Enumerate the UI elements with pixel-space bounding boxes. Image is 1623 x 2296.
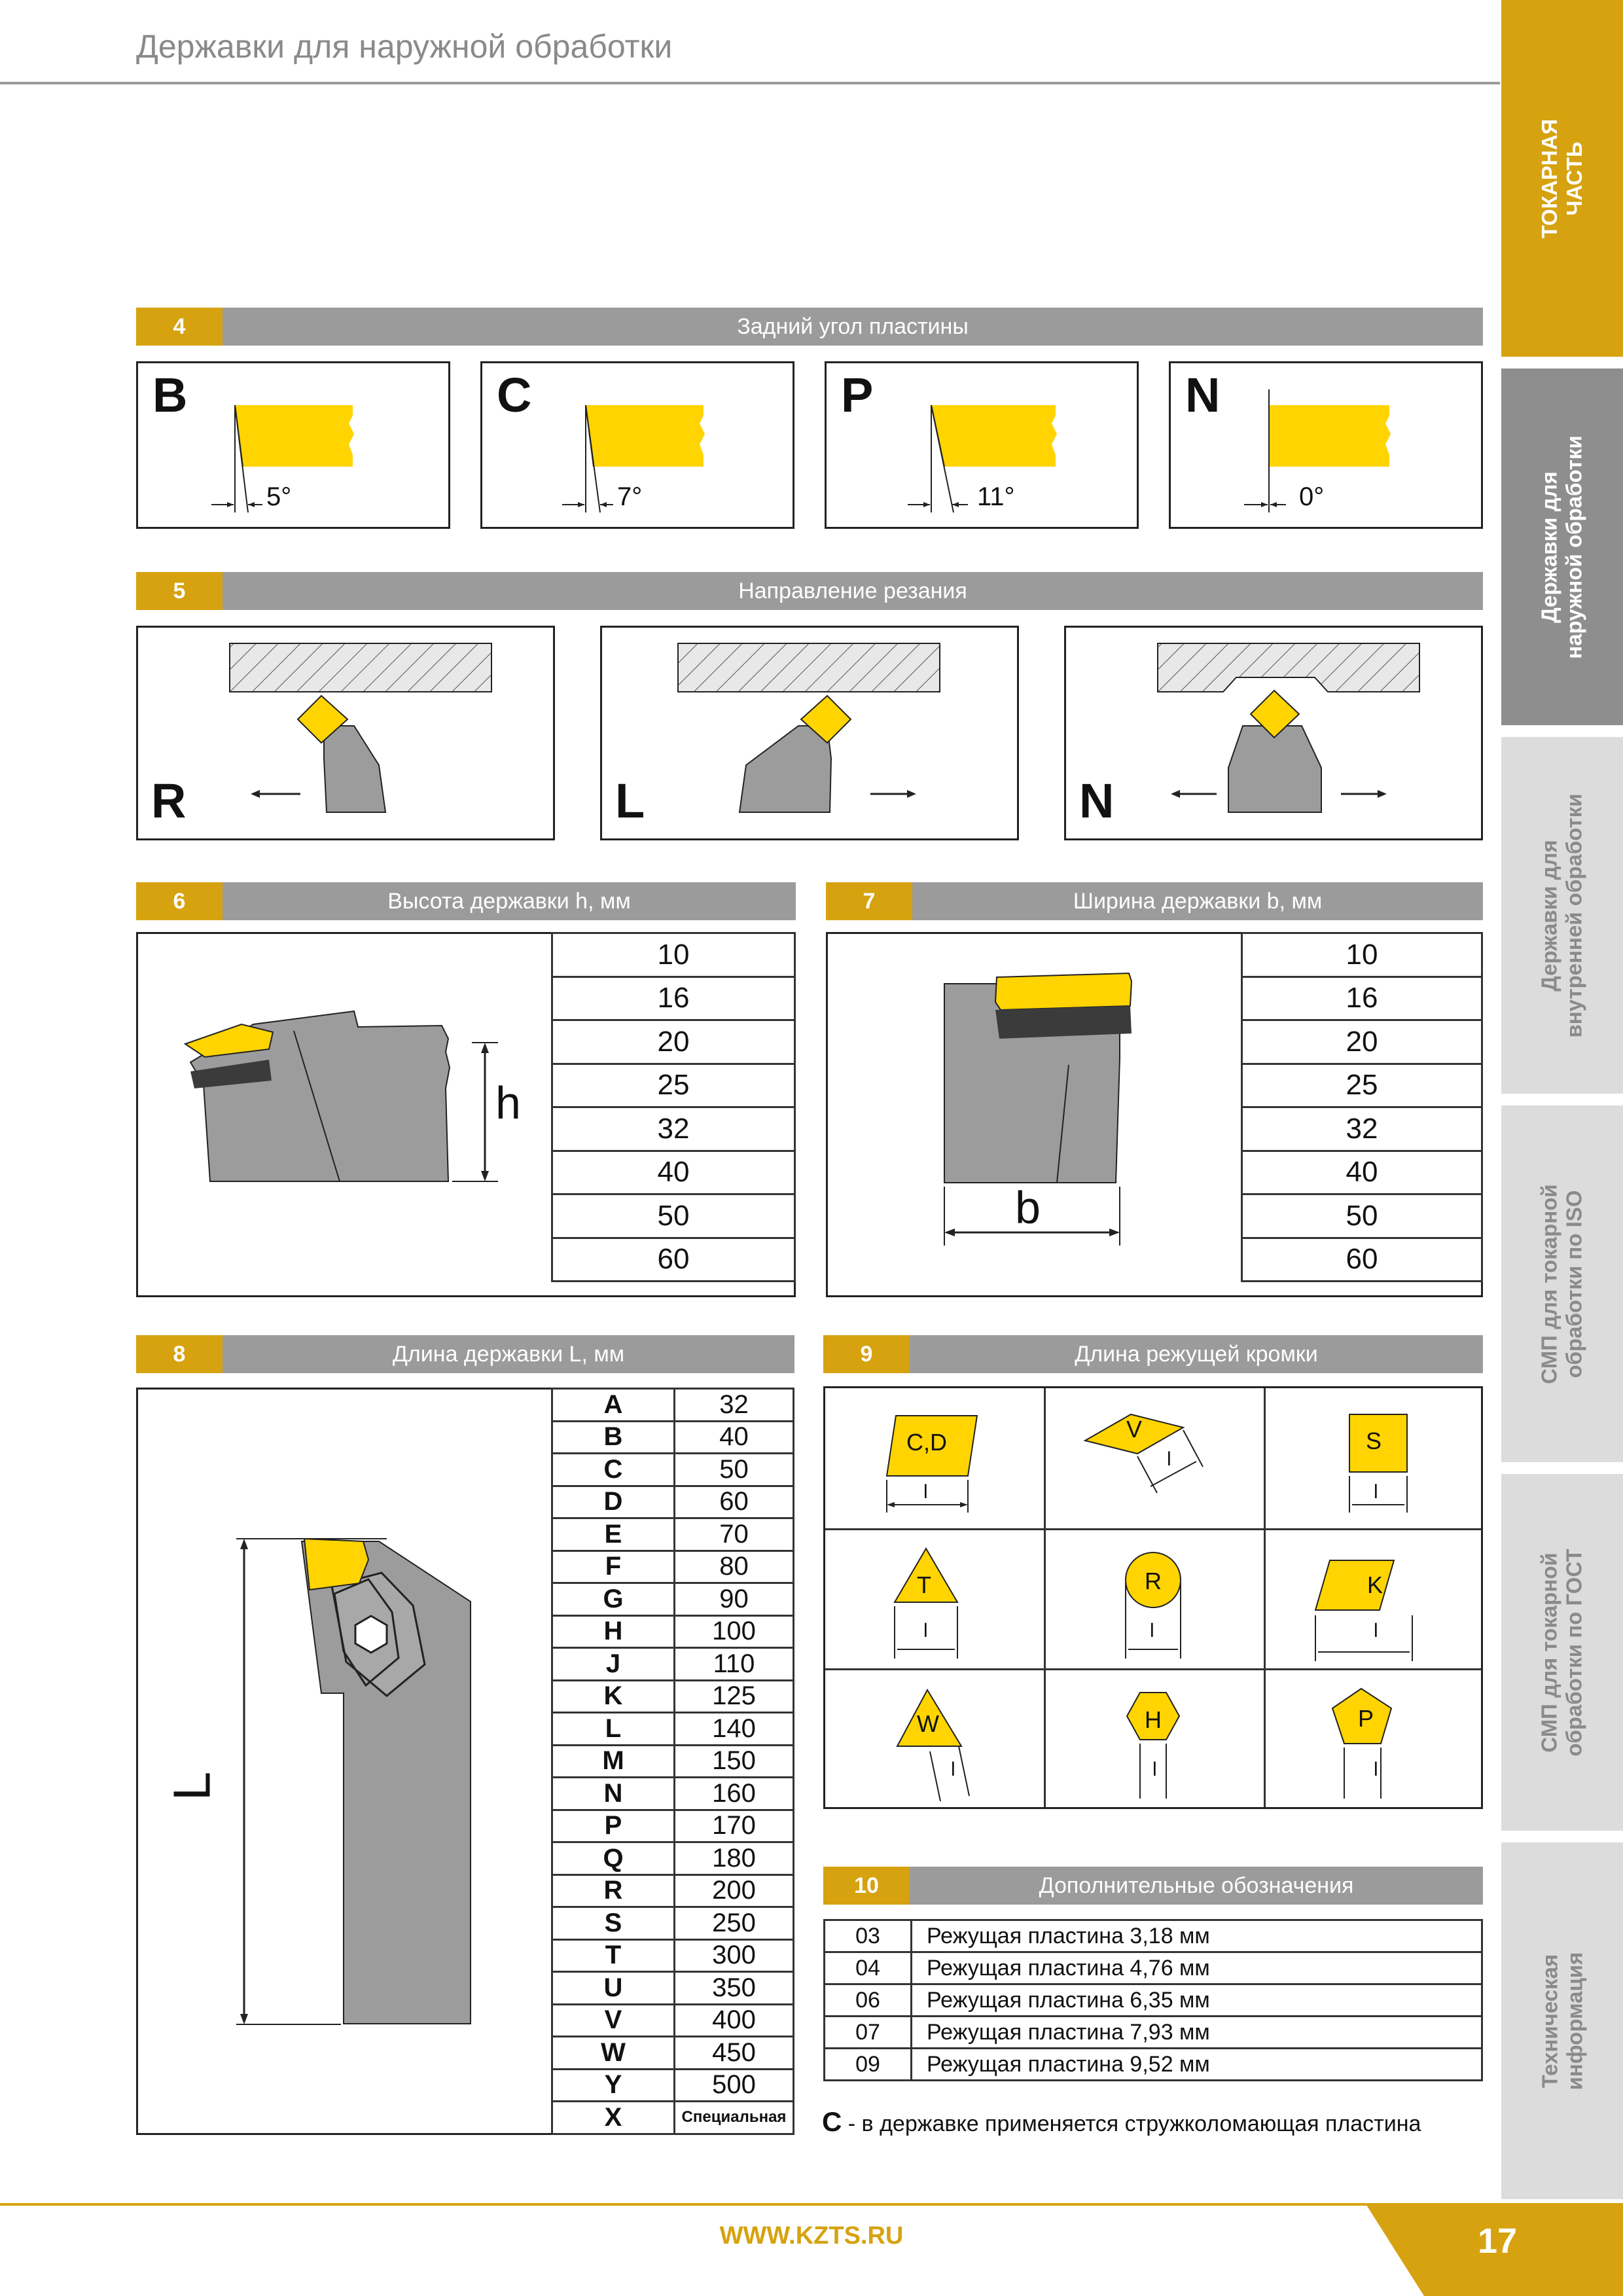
- section-number: 5: [136, 572, 223, 610]
- dimension-h-label: h: [495, 1077, 521, 1128]
- length-code-cell: E: [552, 1518, 675, 1551]
- length-value-cell: 500: [675, 2069, 794, 2102]
- length-code-cell: T: [552, 1939, 675, 1972]
- table-row: [1242, 1151, 1482, 1194]
- section-number: 8: [136, 1335, 223, 1373]
- angle-label: 11°: [977, 482, 1015, 511]
- value-cell: 16: [552, 977, 795, 1020]
- length-value-cell: 400: [675, 2004, 794, 2037]
- edge-length-label: l: [951, 1759, 955, 1780]
- shape-code: H: [1145, 1706, 1162, 1733]
- chipbreaker-note: C - в державке применяется стружколомающая пластина: [822, 2106, 1421, 2137]
- section-title: Дополнительные обозначения: [910, 1867, 1483, 1905]
- table-row: [552, 1615, 794, 1648]
- section-title: Высота державки h, мм: [223, 882, 796, 920]
- designation-desc-cell: Режущая пластина 3,18 мм: [912, 1920, 1482, 1952]
- insert-shape-R-drawing: [1046, 1530, 1264, 1670]
- section-9-bar: [823, 1335, 1483, 1373]
- insert-clearance-drawing: [138, 363, 448, 527]
- table-row: [1242, 1107, 1482, 1151]
- edge-length-label: l: [1374, 1620, 1378, 1641]
- table-row: [552, 1151, 795, 1194]
- code-letter: C: [497, 368, 532, 422]
- insert-shape-H-drawing: [1046, 1670, 1264, 1810]
- table-row: [825, 1984, 1482, 2017]
- insert-clearance-drawing: [1171, 363, 1481, 527]
- table-row: [552, 1939, 794, 1972]
- section-title: Задний угол пластины: [223, 308, 1483, 346]
- table-row: [552, 1486, 794, 1518]
- table-row: [552, 977, 795, 1020]
- insert-shape-S-drawing: [1266, 1388, 1484, 1528]
- length-values-table: [551, 1388, 794, 2135]
- table-row: [552, 1745, 794, 1778]
- code-letter: R: [151, 774, 187, 828]
- table-row: [825, 2017, 1482, 2049]
- length-value-cell: 90: [675, 1583, 794, 1616]
- length-code-cell: K: [552, 1680, 675, 1713]
- length-value-cell: 100: [675, 1615, 794, 1648]
- section-10-bar: [823, 1867, 1483, 1905]
- section-8-bar: [136, 1335, 794, 1373]
- angle-label: 0°: [1299, 482, 1325, 511]
- shape-code: C,D: [906, 1429, 947, 1456]
- length-code-cell: G: [552, 1583, 675, 1616]
- clearance-angle-B: [136, 361, 450, 529]
- value-cell: 20: [1242, 1020, 1482, 1064]
- length-code-cell: H: [552, 1615, 675, 1648]
- section-number: 6: [136, 882, 223, 920]
- insert-shape-P-drawing: [1266, 1670, 1484, 1810]
- table-row: [552, 933, 795, 977]
- table-row: [552, 1389, 794, 1422]
- sidebar-tab-iso-inserts[interactable]: СМП для токарной обработки по ISO: [1501, 1105, 1623, 1462]
- length-value-cell: 110: [675, 1648, 794, 1681]
- designation-code-cell: 04: [825, 1952, 912, 1984]
- length-value-cell: 180: [675, 1842, 794, 1875]
- value-cell: 32: [552, 1107, 795, 1151]
- table-row: [552, 1583, 794, 1616]
- table-row: [1242, 933, 1482, 977]
- length-value-cell: 300: [675, 1939, 794, 1972]
- section-5-bar: [136, 572, 1483, 610]
- table-row: [825, 1920, 1482, 1952]
- length-code-cell: J: [552, 1648, 675, 1681]
- length-code-cell: M: [552, 1745, 675, 1778]
- section-6-bar: [136, 882, 796, 920]
- length-value-cell: 60: [675, 1486, 794, 1518]
- sidebar-tab-tech-info[interactable]: Техническая информация: [1501, 1842, 1623, 2199]
- length-code-cell: P: [552, 1810, 675, 1842]
- page-number: 17: [1478, 2221, 1518, 2261]
- table-row: [552, 1842, 794, 1875]
- length-value-cell: 32: [675, 1389, 794, 1422]
- length-code-cell: Y: [552, 2069, 675, 2102]
- length-value-cell: 140: [675, 1713, 794, 1746]
- length-code-cell: U: [552, 1972, 675, 2005]
- length-value-cell: 160: [675, 1778, 794, 1810]
- insert-shape-T-drawing: [825, 1530, 1044, 1670]
- length-code-cell: Q: [552, 1842, 675, 1875]
- table-row: [1242, 1194, 1482, 1238]
- table-row: [552, 1778, 794, 1810]
- value-cell: 10: [1242, 933, 1482, 977]
- clearance-angle-N: [1169, 361, 1483, 529]
- holder-length-drawing: [138, 1390, 550, 2133]
- value-cell: 20: [552, 1020, 795, 1064]
- value-cell: 25: [552, 1064, 795, 1107]
- table-row: [552, 2102, 794, 2134]
- length-value-cell: 70: [675, 1518, 794, 1551]
- length-code-cell: S: [552, 1907, 675, 1940]
- section-title: Ширина державки b, мм: [912, 882, 1483, 920]
- length-value-cell: 50: [675, 1454, 794, 1486]
- dimension-b-label: b: [1015, 1182, 1041, 1233]
- holder-height-panel: [136, 932, 796, 1297]
- designation-desc-cell: Режущая пластина 4,76 мм: [912, 1952, 1482, 1984]
- edge-length-label: l: [1374, 1759, 1378, 1780]
- length-value-cell: 200: [675, 1874, 794, 1907]
- holder-height-drawing: [138, 934, 557, 1295]
- length-code-cell: C: [552, 1454, 675, 1486]
- dimension-L-label: L: [162, 1771, 221, 1801]
- table-row: [552, 2069, 794, 2102]
- section-title: Длина режущей кромки: [910, 1335, 1483, 1373]
- edge-length-label: l: [1152, 1759, 1157, 1780]
- table-row: [552, 1518, 794, 1551]
- section-title: Направление резания: [223, 572, 1483, 610]
- shape-code: T: [917, 1571, 931, 1598]
- length-code-cell: V: [552, 2004, 675, 2037]
- cut-direction-drawing: [138, 628, 553, 838]
- table-row: [552, 2037, 794, 2070]
- length-value-cell: 350: [675, 1972, 794, 2005]
- edge-length-label: l: [923, 1620, 928, 1641]
- designation-code-cell: 09: [825, 2049, 912, 2081]
- length-code-cell: A: [552, 1389, 675, 1422]
- height-values-table: [551, 932, 796, 1282]
- value-cell: 25: [1242, 1064, 1482, 1107]
- insert-shape-W-drawing: [825, 1670, 1044, 1810]
- designation-desc-cell: Режущая пластина 6,35 мм: [912, 1984, 1482, 2017]
- table-row: [552, 1551, 794, 1583]
- table-row: [552, 1454, 794, 1486]
- value-cell: 50: [1242, 1194, 1482, 1238]
- code-letter: P: [841, 368, 874, 422]
- cutting-direction-L: [600, 626, 1019, 840]
- holder-width-drawing: [828, 934, 1247, 1295]
- length-code-cell: R: [552, 1874, 675, 1907]
- table-row: [552, 1107, 795, 1151]
- length-value-cell: 125: [675, 1680, 794, 1713]
- table-row: [825, 2049, 1482, 2081]
- length-code-cell: F: [552, 1551, 675, 1583]
- code-letter: N: [1079, 774, 1115, 828]
- insert-shape-CD-drawing: [825, 1388, 1044, 1528]
- code-letter: N: [1185, 368, 1221, 422]
- cutting-edge-panel: [823, 1386, 1483, 1809]
- page-header-title: Державки для наружной обработки: [136, 28, 673, 65]
- insert-shape-K-drawing: [1266, 1530, 1484, 1670]
- cutting-direction-R: [136, 626, 555, 840]
- length-code-cell: L: [552, 1713, 675, 1746]
- table-row: [552, 1713, 794, 1746]
- shape-code: W: [917, 1710, 939, 1737]
- shape-code: K: [1367, 1571, 1383, 1598]
- cutting-direction-N: [1064, 626, 1483, 840]
- width-values-table: [1241, 932, 1483, 1282]
- value-cell: 50: [552, 1194, 795, 1238]
- designation-desc-cell: Режущая пластина 7,93 мм: [912, 2017, 1482, 2049]
- footer-divider: [0, 2203, 1377, 2206]
- sidebar-tab-gost-inserts[interactable]: СМП для токарной обработки по ГОСТ: [1501, 1474, 1623, 1831]
- section-title: Длина державки L, мм: [223, 1335, 794, 1373]
- length-value-cell: 80: [675, 1551, 794, 1583]
- section-7-bar: [826, 882, 1483, 920]
- length-code-cell: D: [552, 1486, 675, 1518]
- holder-width-panel: [826, 932, 1483, 1297]
- table-row: [552, 1648, 794, 1681]
- clearance-angle-C: [480, 361, 794, 529]
- edge-length-label: l: [1150, 1620, 1154, 1641]
- value-cell: 60: [552, 1238, 795, 1282]
- table-row: [552, 1194, 795, 1238]
- table-row: [552, 1064, 795, 1107]
- length-value-cell: 250: [675, 1907, 794, 1940]
- value-cell: 16: [1242, 977, 1482, 1020]
- value-cell: 40: [552, 1151, 795, 1194]
- designation-code-cell: 03: [825, 1920, 912, 1952]
- section-4-bar: [136, 308, 1483, 346]
- shape-code: V: [1126, 1416, 1143, 1443]
- section-number: 10: [823, 1867, 910, 1905]
- value-cell: 10: [552, 933, 795, 977]
- section-number: 4: [136, 308, 223, 346]
- clearance-angle-P: [825, 361, 1139, 529]
- angle-label: 7°: [617, 482, 643, 511]
- angle-label: 5°: [266, 482, 292, 511]
- table-row: [1242, 1238, 1482, 1282]
- value-cell: 40: [1242, 1151, 1482, 1194]
- edge-length-label: l: [923, 1481, 928, 1503]
- shape-code: R: [1145, 1568, 1162, 1594]
- table-row: [552, 1972, 794, 2005]
- table-row: [552, 2004, 794, 2037]
- header-divider: [0, 82, 1500, 84]
- cut-direction-drawing: [602, 628, 1017, 838]
- designation-desc-cell: Режущая пластина 9,52 мм: [912, 2049, 1482, 2081]
- table-row: [1242, 1020, 1482, 1064]
- edge-length-label: l: [1167, 1448, 1171, 1470]
- length-value-cell: 450: [675, 2037, 794, 2070]
- sidebar-tab-turning[interactable]: ТОКАРНАЯ ЧАСТЬ: [1501, 0, 1623, 357]
- table-row: [552, 1907, 794, 1940]
- length-value-cell: 40: [675, 1421, 794, 1454]
- section-number: 9: [823, 1335, 910, 1373]
- value-cell: 32: [1242, 1107, 1482, 1151]
- length-value-cell: 150: [675, 1745, 794, 1778]
- footer-url-link[interactable]: WWW.KZTS.RU: [719, 2222, 904, 2250]
- extra-designations-table: [823, 1919, 1483, 2081]
- designation-code-cell: 06: [825, 1984, 912, 2017]
- shape-code: S: [1366, 1427, 1382, 1454]
- edge-length-label: l: [1374, 1481, 1378, 1503]
- table-row: [825, 1952, 1482, 1984]
- holder-length-panel: [136, 1388, 794, 2135]
- table-row: [552, 1810, 794, 1842]
- code-letter: L: [615, 774, 645, 828]
- length-value-cell: 170: [675, 1810, 794, 1842]
- section-number: 7: [826, 882, 912, 920]
- length-code-cell: B: [552, 1421, 675, 1454]
- sidebar-tab-external-holders[interactable]: Державки для наружной обработки: [1501, 368, 1623, 725]
- table-row: [552, 1680, 794, 1713]
- table-row: [1242, 1064, 1482, 1107]
- length-code-cell: N: [552, 1778, 675, 1810]
- table-row: [1242, 977, 1482, 1020]
- shape-code: P: [1358, 1705, 1374, 1732]
- length-code-cell: W: [552, 2037, 675, 2070]
- length-code-cell: X: [552, 2102, 675, 2134]
- cut-direction-drawing: [1066, 628, 1481, 838]
- table-row: [552, 1874, 794, 1907]
- table-row: [552, 1238, 795, 1282]
- table-row: [552, 1020, 795, 1064]
- insert-shape-V-drawing: [1046, 1388, 1264, 1528]
- code-letter: B: [152, 368, 188, 422]
- length-value-cell: Специальная: [675, 2102, 794, 2134]
- table-row: [552, 1421, 794, 1454]
- value-cell: 60: [1242, 1238, 1482, 1282]
- sidebar-tab-internal-holders[interactable]: Державки для внутренней обработки: [1501, 737, 1623, 1094]
- designation-code-cell: 07: [825, 2017, 912, 2049]
